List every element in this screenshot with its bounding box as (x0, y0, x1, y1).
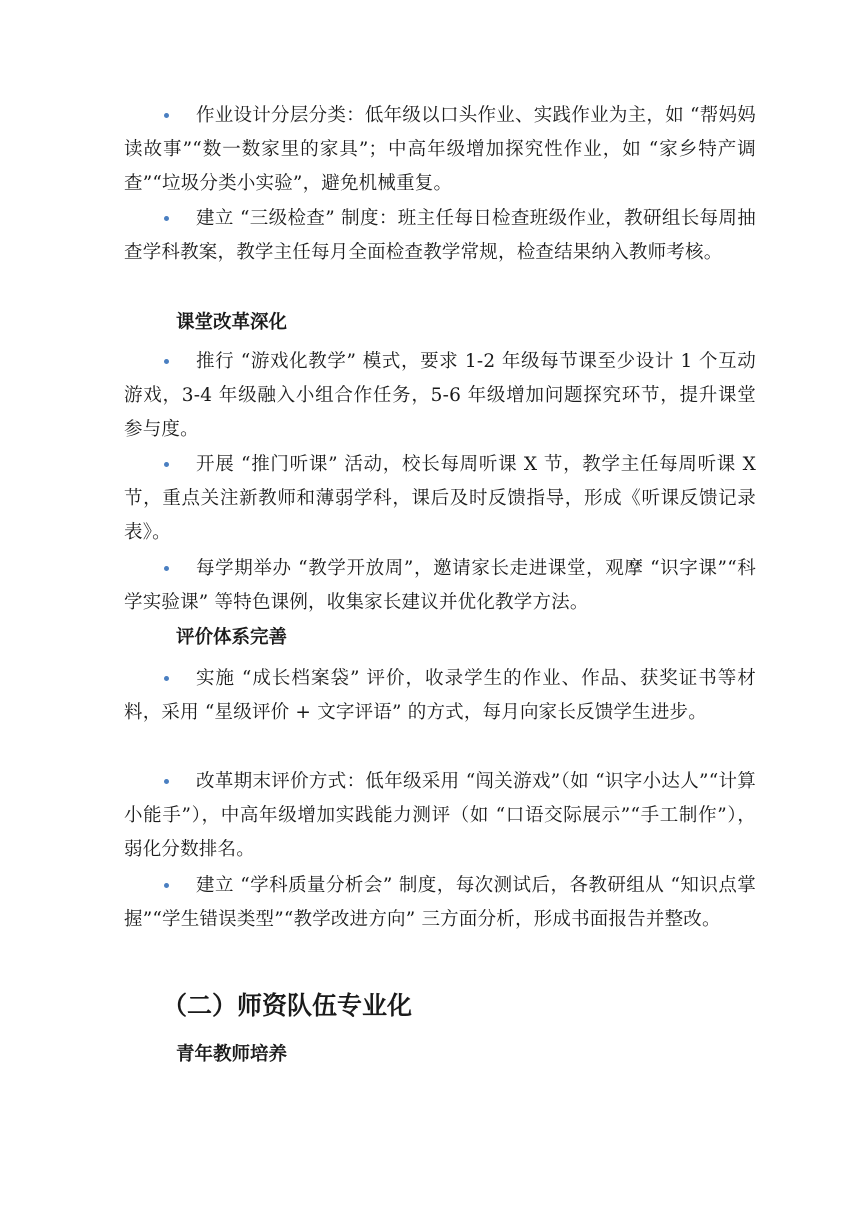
bullet-icon (164, 216, 169, 221)
bullet-item (124, 448, 756, 550)
bullet-icon (164, 359, 169, 364)
bullet-item (124, 202, 756, 270)
bullet-item (124, 662, 756, 730)
bullet-icon (164, 883, 169, 888)
bullet-text: 改革期末评价方式：低年级采用 “闯关游戏”（如 “识字小达人”“计算小能手”），中高年级增加实践能力测评（如 “口语交际展示”“手工制作”），弱化分数排名。 (124, 771, 756, 860)
subheading-young-teachers: 青年教师培养 (176, 1044, 288, 1065)
bullet-text: 作业设计分层分类：低年级以口头作业、实践作业为主，如 “帮妈妈读故事”“数一数家里的家具”；中高年级增加探究性作业，如 “家乡特产调查”“垃圾分类小实验”，避免机械重复。 (124, 105, 756, 194)
bullet-text: 实施 “成长档案袋” 评价，收录学生的作业、作品、获奖证书等材料，采用 “星级评价 + 文字评语” 的方式，每月向家长反馈学生进步。 (124, 668, 756, 723)
bullet-item (124, 99, 756, 201)
bullet-item (124, 345, 756, 447)
section-heading-faculty: （二）师资队伍专业化 (162, 991, 413, 1020)
bullet-icon (164, 113, 169, 118)
subheading-classroom-reform: 课堂改革深化 (176, 312, 288, 333)
bullet-item (124, 765, 756, 867)
bullet-text: 建立 “学科质量分析会” 制度，每次测试后，各教研组从 “知识点掌握”“学生错误类型”“教学改进方向” 三方面分析，形成书面报告并整改。 (124, 875, 756, 930)
bullet-icon (164, 566, 169, 571)
bullet-icon (164, 676, 169, 681)
bullet-item (124, 552, 756, 620)
bullet-text: 每学期举办 “教学开放周”，邀请家长走进课堂，观摩 “识字课”“科学实验课” 等特色课例，收集家长建议并优化教学方法。 (124, 558, 756, 613)
bullet-text: 推行 “游戏化教学” 模式，要求 1-2 年级每节课至少设计 1 个互动游戏，3-4 年级融入小组合作任务，5-6 年级增加问题探究环节，提升课堂参与度。 (124, 351, 756, 440)
bullet-item (124, 869, 756, 937)
bullet-icon (164, 462, 169, 467)
bullet-icon (164, 779, 169, 784)
subheading-evaluation-system: 评价体系完善 (176, 627, 288, 648)
bullet-text: 建立 “三级检查” 制度：班主任每日检查班级作业，教研组长每周抽查学科教案，教学主任每月全面检查教学常规，检查结果纳入教师考核。 (124, 208, 756, 263)
bullet-text: 开展 “推门听课” 活动，校长每周听课 X 节，教学主任每周听课 X 节，重点关注新教师和薄弱学科，课后及时反馈指导，形成《听课反馈记录表》。 (124, 454, 756, 543)
